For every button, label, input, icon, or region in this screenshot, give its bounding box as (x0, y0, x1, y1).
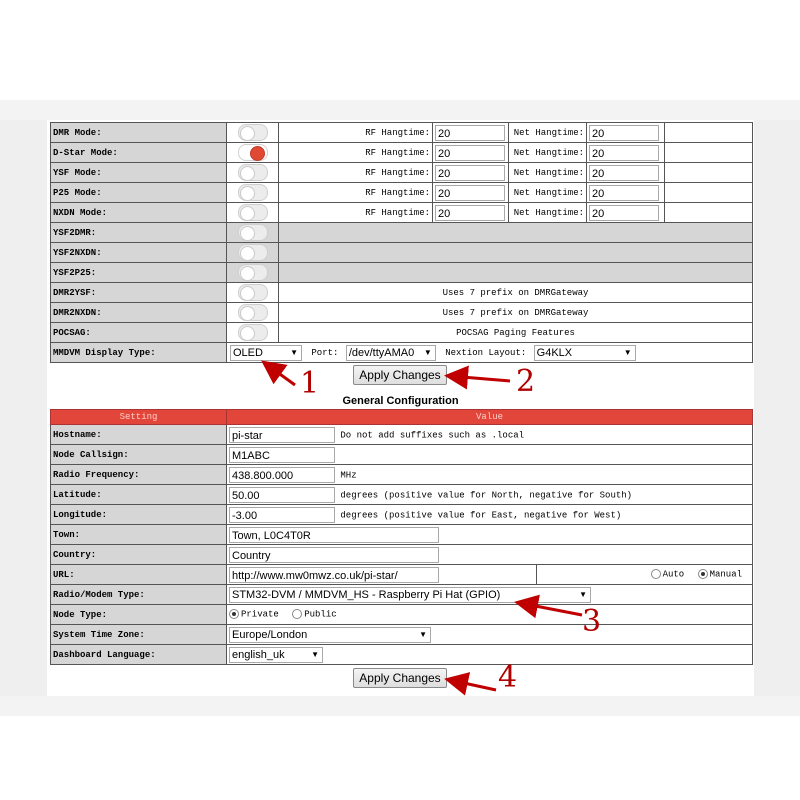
chevron-down-icon: ▼ (419, 629, 427, 639)
rf-hangtime-label: RF Hangtime: (279, 163, 433, 183)
callsign-label: Node Callsign: (51, 445, 227, 465)
nextion-value: G4KLX (536, 346, 573, 359)
annotation-2: 2 (516, 364, 536, 399)
arrow-1 (266, 364, 295, 385)
chevron-down-icon: ▼ (290, 347, 298, 357)
port-label: Port: (311, 347, 339, 358)
rf-hangtime-label: RF Hangtime: (279, 143, 433, 163)
rf-hangtime-input[interactable]: 20 (435, 125, 505, 141)
url-input[interactable]: http://www.mw0mwz.co.uk/pi-star/ (229, 567, 439, 583)
timezone-label: System Time Zone: (51, 625, 227, 645)
rf-hangtime-label: RF Hangtime: (279, 183, 433, 203)
net-hangtime-input[interactable]: 20 (589, 125, 659, 141)
arrow-2 (450, 376, 510, 381)
net-hangtime-input[interactable]: 20 (589, 185, 659, 201)
country-label: Country: (51, 545, 227, 565)
cross-mode-note: Uses 7 prefix on DMRGateway (279, 303, 753, 323)
hostname-note: Do not add suffixes such as .local (340, 429, 525, 440)
mode-label: YSF Mode: (51, 163, 227, 183)
latitude-note: degrees (positive value for North, negative for South) (340, 489, 633, 500)
cross-mode-label: YSF2NXDN: (51, 243, 227, 263)
longitude-label: Longitude: (51, 505, 227, 525)
net-hangtime-label: Net Hangtime: (509, 203, 587, 223)
rf-hangtime-input[interactable]: 20 (435, 205, 505, 221)
net-hangtime-label: Net Hangtime: (509, 163, 587, 183)
nextion-label: Nextion Layout: (445, 347, 527, 358)
longitude-input[interactable]: -3.00 (229, 507, 335, 523)
display-label: MMDVM Display Type: (51, 343, 227, 363)
annotation-1: 1 (300, 366, 320, 401)
town-input[interactable]: Town, L0C4T0R (229, 527, 439, 543)
chevron-down-icon: ▼ (311, 649, 319, 659)
arrow-4 (450, 680, 496, 690)
mode-label: NXDN Mode: (51, 203, 227, 223)
mode-label: P25 Mode: (51, 183, 227, 203)
cross-mode-note: Uses 7 prefix on DMRGateway (279, 283, 753, 303)
port-value: /dev/ttyAMA0 (348, 346, 415, 359)
cross-mode-label: POCSAG: (51, 323, 227, 343)
cross-mode-note: POCSAG Paging Features (279, 323, 753, 343)
rf-hangtime-input[interactable]: 20 (435, 185, 505, 201)
rf-hangtime-input[interactable]: 20 (435, 145, 505, 161)
nodetype-label: Node Type: (51, 605, 227, 625)
hostname-input[interactable]: pi-star (229, 427, 335, 443)
apply-changes-button-top[interactable]: Apply Changes (353, 365, 447, 385)
url-manual-label: Manual (709, 569, 743, 580)
country-input[interactable]: Country (229, 547, 439, 563)
longitude-note: degrees (positive value for East, negative for West) (340, 509, 622, 520)
general-config-title: General Configuration (342, 395, 459, 407)
net-hangtime-input[interactable]: 20 (589, 165, 659, 181)
arrow-3 (520, 603, 582, 615)
cross-mode-label: YSF2P25: (51, 263, 227, 283)
net-hangtime-label: Net Hangtime: (509, 183, 587, 203)
col-setting: Setting (51, 410, 227, 425)
cross-mode-label: DMR2NXDN: (51, 303, 227, 323)
language-value: english_uk (232, 648, 285, 661)
annotation-3: 3 (582, 604, 602, 639)
cross-mode-label: DMR2YSF: (51, 283, 227, 303)
frequency-label: Radio Frequency: (51, 465, 227, 485)
col-value: Value (227, 410, 753, 425)
public-label: Public (304, 609, 337, 620)
url-auto-label: Auto (662, 569, 685, 580)
chevron-down-icon: ▼ (579, 589, 587, 599)
net-hangtime-input[interactable]: 20 (589, 145, 659, 161)
net-hangtime-label: Net Hangtime: (509, 143, 587, 163)
url-label: URL: (51, 565, 227, 585)
rf-hangtime-input[interactable]: 20 (435, 165, 505, 181)
annotation-4: 4 (498, 660, 518, 695)
chevron-down-icon: ▼ (423, 347, 432, 357)
language-label: Dashboard Language: (51, 645, 227, 665)
hostname-label: Hostname: (51, 425, 227, 445)
chevron-down-icon: ▼ (623, 347, 632, 357)
cross-mode-label: YSF2DMR: (51, 223, 227, 243)
latitude-label: Latitude: (51, 485, 227, 505)
frequency-unit: MHz (340, 469, 357, 480)
mode-label: D-Star Mode: (51, 143, 227, 163)
rf-hangtime-label: RF Hangtime: (279, 203, 433, 223)
frequency-input[interactable]: 438.800.000 (229, 467, 335, 483)
callsign-input[interactable]: M1ABC (229, 447, 335, 463)
timezone-value: Europe/London (232, 628, 308, 641)
display-type-value: OLED (233, 346, 263, 359)
modem-label: Radio/Modem Type: (51, 585, 227, 605)
mode-label: DMR Mode: (51, 123, 227, 143)
apply-changes-button-bottom[interactable]: Apply Changes (353, 668, 447, 688)
private-label: Private (241, 609, 279, 620)
rf-hangtime-label: RF Hangtime: (279, 123, 433, 143)
net-hangtime-input[interactable]: 20 (589, 205, 659, 221)
town-label: Town: (51, 525, 227, 545)
latitude-input[interactable]: 50.00 (229, 487, 335, 503)
modem-value: STM32-DVM / MMDVM_HS - Raspberry Pi Hat (GPIO) (232, 588, 501, 601)
net-hangtime-label: Net Hangtime: (509, 123, 587, 143)
